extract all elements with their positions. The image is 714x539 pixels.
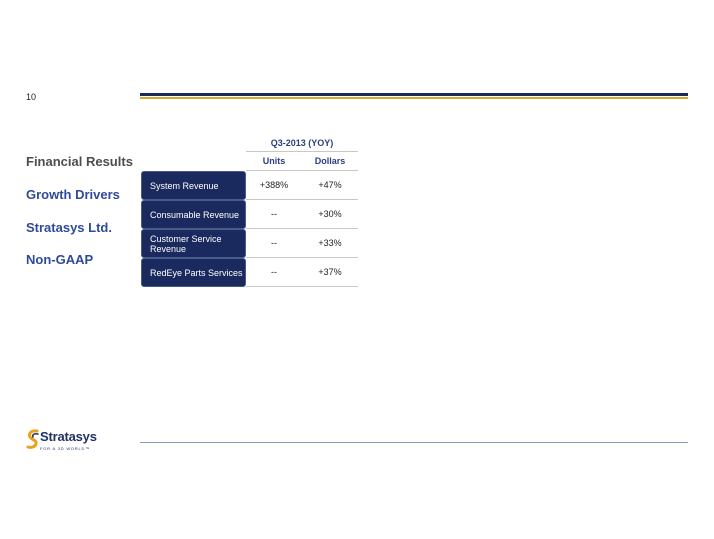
page-number: 10 (26, 92, 37, 102)
header-rule-gold (140, 97, 688, 99)
column-header-dollars: Dollars (302, 152, 358, 171)
table-row (141, 258, 358, 287)
nav-item-growth-drivers[interactable]: Growth Drivers (26, 187, 120, 202)
logo-tagline: FOR A 3D WORLD™ (40, 446, 91, 451)
nav-item-financial-results[interactable]: Financial Results (26, 154, 133, 169)
logo-wordmark: Stratasys (40, 429, 97, 444)
row-label-consumable-revenue: Consumable Revenue (141, 200, 246, 229)
units-value: -- (246, 229, 302, 258)
dollars-value: +30% (302, 200, 358, 229)
units-value: -- (246, 200, 302, 229)
stratasys-mark-icon (26, 428, 40, 450)
dollars-value: +37% (302, 258, 358, 287)
nav-item-non-gaap[interactable]: Non-GAAP (26, 252, 94, 267)
period-header: Q3-2013 (YOY) (246, 134, 358, 152)
footer-rule (140, 442, 688, 443)
row-label-system-revenue: System Revenue (141, 171, 246, 200)
table-row (141, 229, 358, 258)
units-value: -- (246, 258, 302, 287)
column-header-units: Units (246, 152, 302, 171)
dollars-value: +33% (302, 229, 358, 258)
dollars-value: +47% (302, 171, 358, 200)
stratasys-logo (26, 428, 116, 456)
table-corner (141, 134, 246, 152)
revenue-growth-table (141, 134, 358, 287)
table-row (141, 200, 358, 229)
units-value: +388% (246, 171, 302, 200)
table-row (141, 171, 358, 200)
row-label-customer-service-revenue: Customer Service Revenue (141, 229, 246, 258)
header-rule-navy (140, 93, 688, 96)
header-rule (140, 93, 688, 99)
row-label-redeye-parts-services: RedEye Parts Services (141, 258, 246, 287)
nav-item-stratasys-ltd[interactable]: Stratasys Ltd. (26, 220, 112, 235)
section-nav (26, 154, 136, 285)
